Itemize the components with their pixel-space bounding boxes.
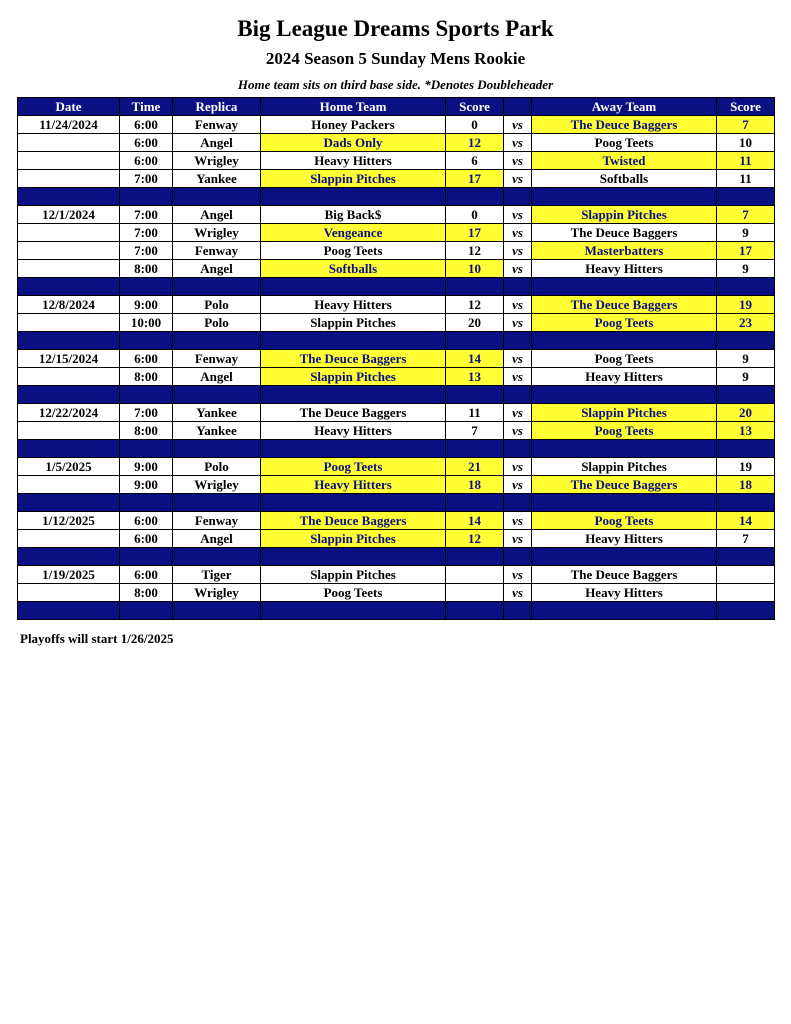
separator-cell [18,494,120,512]
separator-cell [532,386,717,404]
away-score-cell: 11 [717,152,775,170]
separator-cell [446,548,504,566]
col-header-away-team: Away Team [532,98,717,116]
away-team-cell: Poog Teets [532,350,717,368]
away-team-cell: The Deuce Baggers [532,476,717,494]
home-team-cell: Slappin Pitches [261,566,446,584]
away-score-cell [717,566,775,584]
separator-cell [173,332,261,350]
time-cell: 10:00 [120,314,173,332]
home-score-cell: 21 [446,458,504,476]
game-row [18,350,775,368]
home-score-cell: 20 [446,314,504,332]
date-cell [18,422,120,440]
separator-cell [717,440,775,458]
separator-cell [717,494,775,512]
replica-field-cell: Polo [173,296,261,314]
replica-field-cell: Polo [173,314,261,332]
week-separator-row [18,278,775,296]
game-row [18,404,775,422]
home-team-cell: The Deuce Baggers [261,404,446,422]
date-cell [18,242,120,260]
time-cell: 6:00 [120,512,173,530]
home-team-cell: Poog Teets [261,458,446,476]
separator-cell [532,278,717,296]
away-score-cell: 19 [717,296,775,314]
away-team-cell: Heavy Hitters [532,368,717,386]
date-cell [18,260,120,278]
separator-cell [173,440,261,458]
separator-cell [504,188,532,206]
playoffs-note: Playoffs will start 1/26/2025 [20,631,174,646]
separator-cell [532,332,717,350]
game-row [18,206,775,224]
away-score-cell: 19 [717,458,775,476]
date-cell: 1/19/2025 [18,566,120,584]
away-score-cell: 20 [717,404,775,422]
game-row [18,296,775,314]
home-team-cell: Slappin Pitches [261,314,446,332]
home-team-cell: Slappin Pitches [261,530,446,548]
replica-field-cell: Wrigley [173,224,261,242]
date-cell: 12/1/2024 [18,206,120,224]
separator-cell [120,278,173,296]
home-score-cell: 6 [446,152,504,170]
game-row [18,242,775,260]
home-team-cell: The Deuce Baggers [261,350,446,368]
away-score-cell: 18 [717,476,775,494]
time-cell: 9:00 [120,476,173,494]
replica-field-cell: Angel [173,368,261,386]
date-cell [18,530,120,548]
time-cell: 6:00 [120,116,173,134]
game-row [18,584,775,602]
home-team-cell: Slappin Pitches [261,368,446,386]
time-cell: 7:00 [120,224,173,242]
time-cell: 6:00 [120,350,173,368]
col-header-vs [504,98,532,116]
date-cell [18,476,120,494]
time-cell: 6:00 [120,530,173,548]
away-team-cell: Slappin Pitches [532,206,717,224]
game-row [18,224,775,242]
home-score-cell: 0 [446,206,504,224]
away-team-cell: Poog Teets [532,422,717,440]
time-cell: 8:00 [120,368,173,386]
away-team-cell: Poog Teets [532,314,717,332]
date-cell [18,224,120,242]
time-cell: 8:00 [120,422,173,440]
home-team-cell: Heavy Hitters [261,152,446,170]
replica-field-cell: Tiger [173,566,261,584]
separator-cell [173,548,261,566]
week-separator-row [18,602,775,620]
home-score-cell: 12 [446,242,504,260]
separator-cell [173,386,261,404]
vs-label: vs [504,350,532,368]
vs-label: vs [504,530,532,548]
away-team-cell: Masterbatters [532,242,717,260]
col-header-home-score: Score [446,98,504,116]
date-cell: 12/15/2024 [18,350,120,368]
date-cell [18,368,120,386]
separator-cell [717,386,775,404]
separator-cell [261,602,446,620]
replica-field-cell: Angel [173,530,261,548]
away-team-cell: The Deuce Baggers [532,296,717,314]
page-subtitle: 2024 Season 5 Sunday Mens Rookie [265,49,526,68]
date-cell [18,170,120,188]
replica-field-cell: Wrigley [173,584,261,602]
away-score-cell: 13 [717,422,775,440]
away-score-cell: 7 [717,206,775,224]
week-separator-row [18,494,775,512]
separator-cell [173,602,261,620]
date-cell [18,314,120,332]
home-score-cell: 12 [446,296,504,314]
game-row [18,422,775,440]
home-team-cell: Heavy Hitters [261,422,446,440]
game-row [18,458,775,476]
separator-cell [532,440,717,458]
separator-cell [446,386,504,404]
vs-label: vs [504,242,532,260]
date-cell [18,134,120,152]
vs-label: vs [504,224,532,242]
date-cell: 11/24/2024 [18,116,120,134]
replica-field-cell: Wrigley [173,152,261,170]
home-score-cell: 17 [446,224,504,242]
game-row [18,566,775,584]
separator-cell [532,548,717,566]
vs-label: vs [504,404,532,422]
week-separator-row [18,440,775,458]
away-team-cell: The Deuce Baggers [532,224,717,242]
away-score-cell: 7 [717,530,775,548]
date-cell: 1/5/2025 [18,458,120,476]
replica-field-cell: Fenway [173,512,261,530]
vs-label: vs [504,584,532,602]
schedule-body [18,116,775,620]
date-cell: 1/12/2025 [18,512,120,530]
separator-cell [261,386,446,404]
home-score-cell: 17 [446,170,504,188]
separator-cell [504,602,532,620]
schedule-note: Home team sits on third base side. *Denotes Doubleheader [237,77,554,92]
home-score-cell: 0 [446,116,504,134]
col-header-date: Date [18,98,120,116]
away-team-cell: Poog Teets [532,134,717,152]
vs-label: vs [504,368,532,386]
game-row [18,260,775,278]
away-team-cell: Heavy Hitters [532,530,717,548]
date-cell: 12/22/2024 [18,404,120,422]
home-score-cell: 13 [446,368,504,386]
home-team-cell: Honey Packers [261,116,446,134]
separator-cell [18,278,120,296]
vs-label: vs [504,458,532,476]
away-team-cell: Twisted [532,152,717,170]
vs-label: vs [504,296,532,314]
away-team-cell: Poog Teets [532,512,717,530]
separator-cell [532,602,717,620]
away-team-cell: Heavy Hitters [532,260,717,278]
home-team-cell: Dads Only [261,134,446,152]
home-team-cell: Slappin Pitches [261,170,446,188]
vs-label: vs [504,134,532,152]
replica-field-cell: Angel [173,206,261,224]
game-row [18,134,775,152]
away-team-cell: The Deuce Baggers [532,116,717,134]
away-score-cell: 9 [717,350,775,368]
schedule-table [17,97,775,620]
separator-cell [120,440,173,458]
home-team-cell: The Deuce Baggers [261,512,446,530]
time-cell: 9:00 [120,458,173,476]
home-score-cell: 14 [446,350,504,368]
separator-cell [446,278,504,296]
time-cell: 8:00 [120,584,173,602]
game-row [18,512,775,530]
replica-field-cell: Fenway [173,350,261,368]
page-title: Big League Dreams Sports Park [237,16,554,41]
time-cell: 7:00 [120,242,173,260]
home-team-cell: Heavy Hitters [261,476,446,494]
week-separator-row [18,548,775,566]
separator-cell [261,548,446,566]
home-score-cell: 12 [446,530,504,548]
separator-cell [717,278,775,296]
home-score-cell [446,584,504,602]
separator-cell [18,386,120,404]
week-separator-row [18,386,775,404]
vs-label: vs [504,260,532,278]
date-cell [18,584,120,602]
separator-cell [261,440,446,458]
game-row [18,116,775,134]
separator-cell [120,332,173,350]
away-team-cell: Heavy Hitters [532,584,717,602]
vs-label: vs [504,476,532,494]
separator-cell [504,332,532,350]
away-score-cell [717,584,775,602]
separator-cell [532,494,717,512]
game-row [18,530,775,548]
col-header-replica: Replica [173,98,261,116]
game-row [18,476,775,494]
vs-label: vs [504,206,532,224]
separator-cell [173,494,261,512]
separator-cell [18,602,120,620]
home-team-cell: Heavy Hitters [261,296,446,314]
separator-cell [173,188,261,206]
week-separator-row [18,188,775,206]
col-header-home-team: Home Team [261,98,446,116]
separator-cell [717,332,775,350]
time-cell: 6:00 [120,566,173,584]
time-cell: 8:00 [120,260,173,278]
separator-cell [261,188,446,206]
home-score-cell: 7 [446,422,504,440]
separator-cell [120,188,173,206]
separator-cell [18,332,120,350]
separator-cell [717,188,775,206]
home-team-cell: Vengeance [261,224,446,242]
separator-cell [120,602,173,620]
home-score-cell: 14 [446,512,504,530]
separator-cell [446,332,504,350]
separator-cell [446,440,504,458]
vs-label: vs [504,116,532,134]
separator-cell [120,548,173,566]
replica-field-cell: Yankee [173,422,261,440]
separator-cell [717,602,775,620]
separator-cell [120,494,173,512]
vs-label: vs [504,566,532,584]
separator-cell [504,494,532,512]
separator-cell [504,440,532,458]
home-team-cell: Poog Teets [261,242,446,260]
separator-cell [504,548,532,566]
replica-field-cell: Yankee [173,170,261,188]
home-score-cell: 11 [446,404,504,422]
vs-label: vs [504,512,532,530]
time-cell: 7:00 [120,206,173,224]
col-header-time: Time [120,98,173,116]
replica-field-cell: Fenway [173,116,261,134]
vs-label: vs [504,152,532,170]
separator-cell [504,278,532,296]
separator-cell [446,188,504,206]
away-score-cell: 11 [717,170,775,188]
separator-cell [532,188,717,206]
date-cell [18,152,120,170]
game-row [18,314,775,332]
replica-field-cell: Fenway [173,242,261,260]
vs-label: vs [504,170,532,188]
separator-cell [18,188,120,206]
home-score-cell [446,566,504,584]
separator-cell [18,440,120,458]
vs-label: vs [504,422,532,440]
home-team-cell: Softballs [261,260,446,278]
separator-cell [120,386,173,404]
separator-cell [717,548,775,566]
replica-field-cell: Polo [173,458,261,476]
separator-cell [261,494,446,512]
away-score-cell: 17 [717,242,775,260]
away-team-cell: Slappin Pitches [532,404,717,422]
time-cell: 9:00 [120,296,173,314]
replica-field-cell: Yankee [173,404,261,422]
separator-cell [261,278,446,296]
away-score-cell: 10 [717,134,775,152]
col-header-away-score: Score [717,98,775,116]
away-team-cell: The Deuce Baggers [532,566,717,584]
time-cell: 6:00 [120,134,173,152]
separator-cell [173,278,261,296]
away-score-cell: 14 [717,512,775,530]
home-team-cell: Poog Teets [261,584,446,602]
separator-cell [446,602,504,620]
game-row [18,152,775,170]
replica-field-cell: Wrigley [173,476,261,494]
away-team-cell: Softballs [532,170,717,188]
week-separator-row [18,332,775,350]
separator-cell [18,548,120,566]
home-score-cell: 18 [446,476,504,494]
game-row [18,170,775,188]
replica-field-cell: Angel [173,134,261,152]
away-score-cell: 7 [717,116,775,134]
replica-field-cell: Angel [173,260,261,278]
time-cell: 7:00 [120,170,173,188]
separator-cell [504,386,532,404]
home-team-cell: Big Back$ [261,206,446,224]
separator-cell [261,332,446,350]
game-row [18,368,775,386]
away-score-cell: 9 [717,368,775,386]
time-cell: 7:00 [120,404,173,422]
separator-cell [446,494,504,512]
vs-label: vs [504,314,532,332]
away-score-cell: 9 [717,224,775,242]
table-header-row [18,98,775,116]
away-score-cell: 9 [717,260,775,278]
home-score-cell: 10 [446,260,504,278]
time-cell: 6:00 [120,152,173,170]
away-team-cell: Slappin Pitches [532,458,717,476]
home-score-cell: 12 [446,134,504,152]
away-score-cell: 23 [717,314,775,332]
date-cell: 12/8/2024 [18,296,120,314]
